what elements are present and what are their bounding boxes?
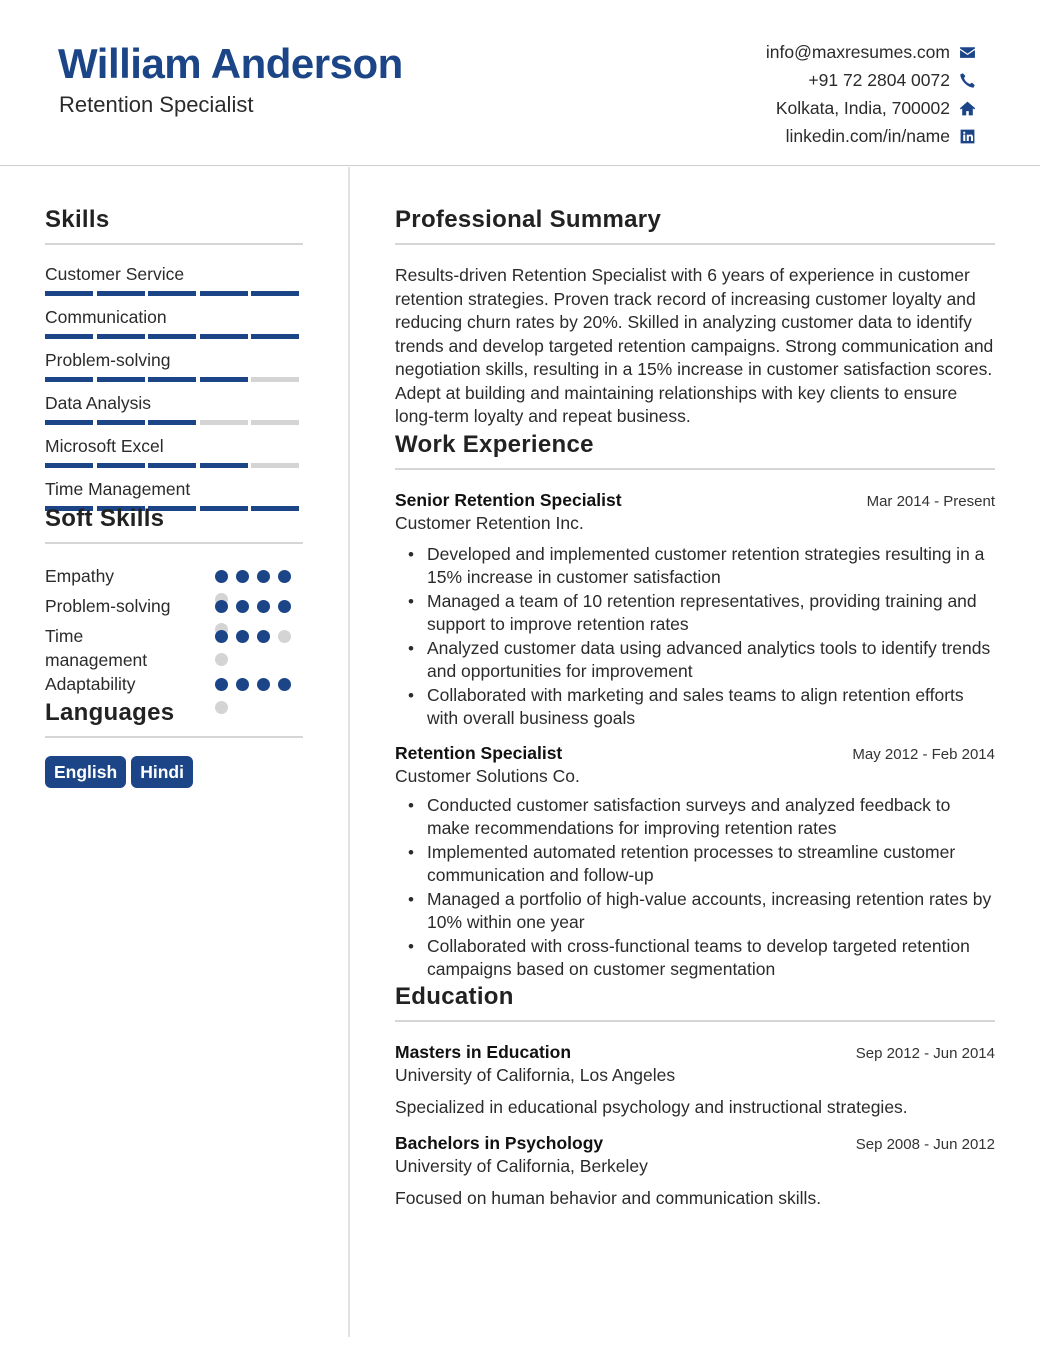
experience-heading: Work Experience xyxy=(395,431,995,470)
job-header xyxy=(395,490,995,511)
skill-level-bar xyxy=(45,420,303,425)
skill-level-bar xyxy=(45,334,303,339)
rating-dot-filled xyxy=(257,630,270,643)
column-divider xyxy=(348,167,350,1337)
skills-heading: Skills xyxy=(45,206,303,245)
education-header xyxy=(395,1042,995,1063)
education-date: Sep 2008 - Jun 2012 xyxy=(855,1135,995,1153)
rating-dot-empty xyxy=(215,701,228,714)
job-bullet: • Collaborated with marketing and sales teams to align retention efforts with overall business goals xyxy=(395,684,995,731)
skill-segment-filled xyxy=(148,334,196,339)
job-company: Customer Solutions Co. xyxy=(395,765,580,786)
skill-name: Time Management xyxy=(45,479,191,499)
skill-segment-filled xyxy=(200,463,248,468)
skill-segment-filled xyxy=(97,463,145,468)
rating-dot-filled xyxy=(236,570,249,583)
job-bullet: • Collaborated with cross-functional teams to develop targeted retention campaigns based on customer segmentation xyxy=(395,935,995,982)
phone-icon xyxy=(958,71,976,89)
skill-name: Data Analysis xyxy=(45,393,152,413)
job-bullet: • Conducted customer satisfaction surveys and analyzed feedback to make recommendations for improving retention rates xyxy=(395,794,995,841)
email-text[interactable]: info@maxresumes.com xyxy=(765,41,950,62)
rating-dot-filled xyxy=(236,630,249,643)
skill-segment-filled xyxy=(97,291,145,296)
rating-dot-filled xyxy=(236,600,249,613)
languages-list xyxy=(45,756,303,788)
skill-item xyxy=(45,350,303,393)
degree-title: Bachelors in Psychology xyxy=(395,1132,604,1153)
job-bullet: • Managed a portfolio of high-value accounts, increasing retention rates by 10% within one year xyxy=(395,888,995,935)
education-date: Sep 2012 - Jun 2014 xyxy=(855,1044,995,1062)
soft-skill-item xyxy=(45,564,303,594)
job-bullet: • Implemented automated retention processes to streamline customer communication and follow-up xyxy=(395,841,995,888)
skill-item xyxy=(45,436,303,479)
skill-level-bar xyxy=(45,291,303,296)
skill-segment-filled xyxy=(148,377,196,382)
skill-segment-filled xyxy=(45,420,93,425)
skill-segment-filled xyxy=(148,420,196,425)
skill-name: Microsoft Excel xyxy=(45,436,164,456)
skill-segment-filled xyxy=(97,334,145,339)
rating-dot-filled xyxy=(257,600,270,613)
job-bullet: • Analyzed customer data using advanced analytics tools to identify trends and opportunities for improvement xyxy=(395,637,995,684)
education-description: Focused on human behavior and communication skills. xyxy=(395,1187,822,1208)
skill-name: Problem-solving xyxy=(45,350,171,370)
skill-segment-filled xyxy=(97,377,145,382)
skill-segment-filled xyxy=(200,506,248,511)
education-entry xyxy=(395,1133,995,1209)
contact-linkedin[interactable] xyxy=(616,122,976,150)
contact-address xyxy=(616,94,976,122)
skill-segment-empty xyxy=(251,377,299,382)
contact-email[interactable] xyxy=(616,38,976,66)
skill-segment-filled xyxy=(45,463,93,468)
skill-segment-empty xyxy=(251,463,299,468)
home-icon xyxy=(958,99,976,117)
skill-segment-filled xyxy=(45,291,93,296)
right-column xyxy=(395,206,995,1209)
skill-level-bar xyxy=(45,463,303,468)
address-text: Kolkata, India, 700002 xyxy=(775,97,950,118)
job-entry xyxy=(395,490,995,731)
soft-skill-item xyxy=(45,594,303,624)
rating-dot-filled xyxy=(278,570,291,583)
skill-segment-empty xyxy=(200,420,248,425)
skill-name: Customer Service xyxy=(45,264,185,284)
job-bullet: • Developed and implemented customer retention strategies resulting in a 15% increase in customer satisfaction xyxy=(395,543,995,590)
language-badge: Hindi xyxy=(131,756,193,788)
job-entry xyxy=(395,743,995,982)
job-title: Senior Retention Specialist xyxy=(395,489,622,510)
soft-skill-item xyxy=(45,672,303,702)
skill-segment-filled xyxy=(45,377,93,382)
linkedin-icon xyxy=(958,127,976,145)
education-description: Specialized in educational psychology and instructional strategies. xyxy=(395,1096,908,1117)
skill-name: Communication xyxy=(45,307,167,327)
job-date: May 2012 - Feb 2014 xyxy=(852,745,995,763)
skill-segment-filled xyxy=(200,291,248,296)
rating-dot-filled xyxy=(215,678,228,691)
candidate-name: William Anderson xyxy=(58,40,403,87)
languages-heading: Languages xyxy=(45,699,303,738)
rating-dot-filled xyxy=(236,678,249,691)
skill-segment-filled xyxy=(251,506,299,511)
skill-level-bar xyxy=(45,377,303,382)
rating-dot-filled xyxy=(215,630,228,643)
envelope-icon xyxy=(958,43,976,61)
skill-segment-filled xyxy=(148,463,196,468)
skill-segment-filled xyxy=(200,334,248,339)
skill-item xyxy=(45,264,303,307)
skill-segment-filled xyxy=(148,291,196,296)
job-company: Customer Retention Inc. xyxy=(395,512,584,533)
school-name: University of California, Los Angeles xyxy=(395,1064,676,1085)
soft-skill-name: Adaptability xyxy=(45,674,136,694)
language-badge: English xyxy=(45,756,126,788)
skill-item xyxy=(45,307,303,350)
soft-skills-list xyxy=(45,564,303,702)
rating-dot-filled xyxy=(257,678,270,691)
degree-title: Masters in Education xyxy=(395,1041,572,1062)
soft-skill-name: Empathy xyxy=(45,566,115,586)
soft-skill-name: Time management xyxy=(45,626,148,670)
rating-dot-filled xyxy=(215,570,228,583)
rating-dot-filled xyxy=(278,678,291,691)
job-bullets xyxy=(395,543,995,731)
rating-dot-filled xyxy=(257,570,270,583)
education-heading: Education xyxy=(395,983,995,1022)
resume-header xyxy=(0,0,1040,166)
skill-segment-filled xyxy=(251,291,299,296)
job-bullets xyxy=(395,794,995,982)
soft-skill-name: Problem-solving xyxy=(45,596,171,616)
job-title: Retention Specialist xyxy=(395,742,563,763)
skill-segment-filled xyxy=(251,334,299,339)
summary-heading: Professional Summary xyxy=(395,206,995,245)
rating-dot-filled xyxy=(278,600,291,613)
linkedin-text[interactable]: linkedin.com/in/name xyxy=(785,125,950,146)
skill-segment-filled xyxy=(45,334,93,339)
contact-info xyxy=(616,38,976,150)
rating-dot-empty xyxy=(215,653,228,666)
candidate-title: Retention Specialist xyxy=(59,92,254,117)
school-name: University of California, Berkeley xyxy=(395,1155,648,1176)
skills-list xyxy=(45,264,303,522)
job-bullet: • Managed a team of 10 retention representatives, providing training and support to improve retention rates xyxy=(395,590,995,637)
summary-text: Results-driven Retention Specialist with 6 years of experience in customer retention strategies. Proven track record of increasing customer loyalty and reducing churn rates by 20%. Skilled in analyzing customer data to identify trends and develop targeted retention campaigns. Strong communication and negotiation skills, resulting in a 15% increase in customer satisfaction scores. Adept at building and maintaining relationships with key clients to ensure long-term loyalty and repeat business. xyxy=(395,265,994,426)
soft-skill-item xyxy=(45,624,303,672)
skill-item xyxy=(45,393,303,436)
rating-dot-filled xyxy=(215,600,228,613)
contact-phone[interactable] xyxy=(616,66,976,94)
skill-segment-filled xyxy=(200,377,248,382)
rating-dot-empty xyxy=(278,630,291,643)
education-header xyxy=(395,1133,995,1154)
left-column xyxy=(45,206,303,788)
job-date: Mar 2014 - Present xyxy=(866,492,995,510)
skill-segment-empty xyxy=(251,420,299,425)
soft-skills-heading: Soft Skills xyxy=(45,505,303,544)
job-header xyxy=(395,743,995,764)
skill-segment-filled xyxy=(97,420,145,425)
phone-text[interactable]: +91 72 2804 0072 xyxy=(808,69,950,90)
education-entry xyxy=(395,1042,995,1118)
